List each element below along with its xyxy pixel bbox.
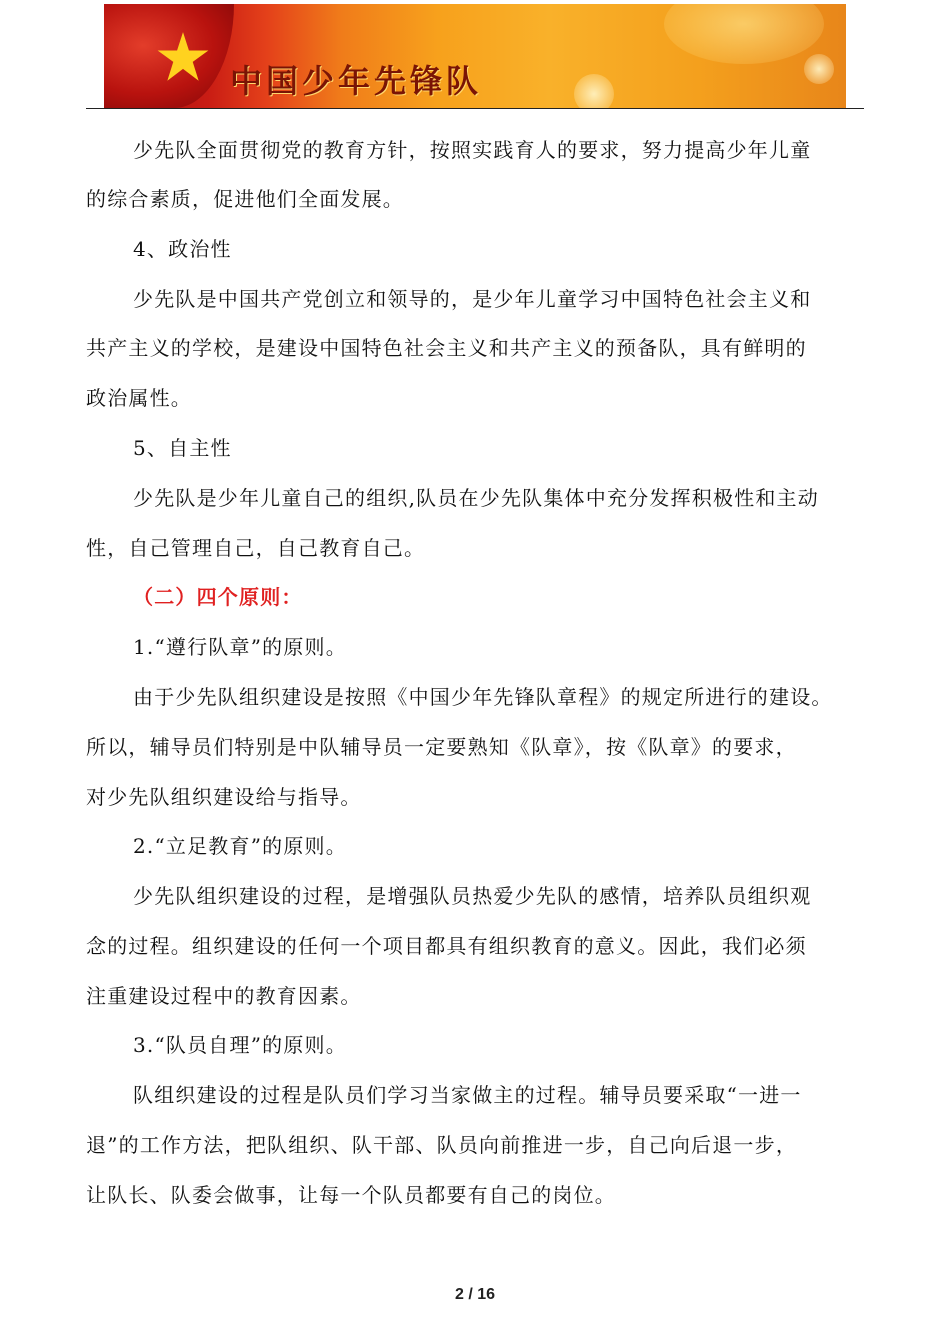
paragraph-line: 少先队组织建设的过程，是增强队员热爱少先队的感情，培养队员组织观 [133, 884, 812, 908]
header-banner [104, 4, 846, 108]
red-section-heading: （二）四个原则： [133, 585, 303, 609]
section-heading: 4、政治性 [133, 237, 232, 261]
page-number: 2 / 16 [454, 1286, 496, 1303]
banner-title: 中国少年先锋队 [230, 62, 483, 100]
principle-heading: 2.“立足教育”的原则。 [133, 834, 347, 858]
paragraph-line: 所以，辅导员们特别是中队辅导员一定要熟知《队章》，按《队章》的要求， [86, 735, 797, 759]
header-divider [86, 108, 864, 109]
paragraph-line: 让队长、队委会做事，让每一个队员都要有自己的岗位。 [86, 1183, 616, 1207]
paragraph-line: 共产主义的学校，是建设中国特色社会主义和共产主义的预备队，具有鲜明的 [86, 336, 807, 360]
paragraph-line: 注重建设过程中的教育因素。 [86, 984, 362, 1008]
paragraph-line: 由于少先队组织建设是按照《中国少年先锋队章程》的规定所进行的建设。 [133, 685, 833, 709]
paragraph-line: 队组织建设的过程是队员们学习当家做主的过程。辅导员要采取“一进一 [133, 1083, 802, 1107]
paragraph-line: 少先队全面贯彻党的教育方针，按照实践育人的要求，努力提高少年儿童 [133, 138, 812, 162]
star-icon [156, 30, 210, 84]
section-heading: 5、自主性 [133, 436, 232, 460]
principle-heading: 3.“队员自理”的原则。 [133, 1033, 347, 1057]
paragraph-line: 退”的工作方法，把队组织、队干部、队员向前推进一步，自己向后退一步， [86, 1133, 798, 1157]
paragraph-line: 念的过程。组织建设的任何一个项目都具有组织教育的意义。因此，我们必须 [86, 934, 807, 958]
principle-heading: 1.“遵行队章”的原则。 [133, 635, 347, 659]
paragraph-line: 政治属性。 [86, 386, 192, 410]
paragraph-line: 少先队是中国共产党创立和领导的，是少年儿童学习中国特色社会主义和 [133, 287, 812, 311]
paragraph-line: 少先队是少年儿童自己的组织,队员在少先队集体中充分发挥积极性和主动 [133, 486, 819, 510]
paragraph-line: 的综合素质，促进他们全面发展。 [86, 187, 404, 211]
paragraph-line: 性，自己管理自己，自己教育自己。 [86, 536, 426, 560]
paragraph-line: 对少先队组织建设给与指导。 [86, 785, 362, 809]
